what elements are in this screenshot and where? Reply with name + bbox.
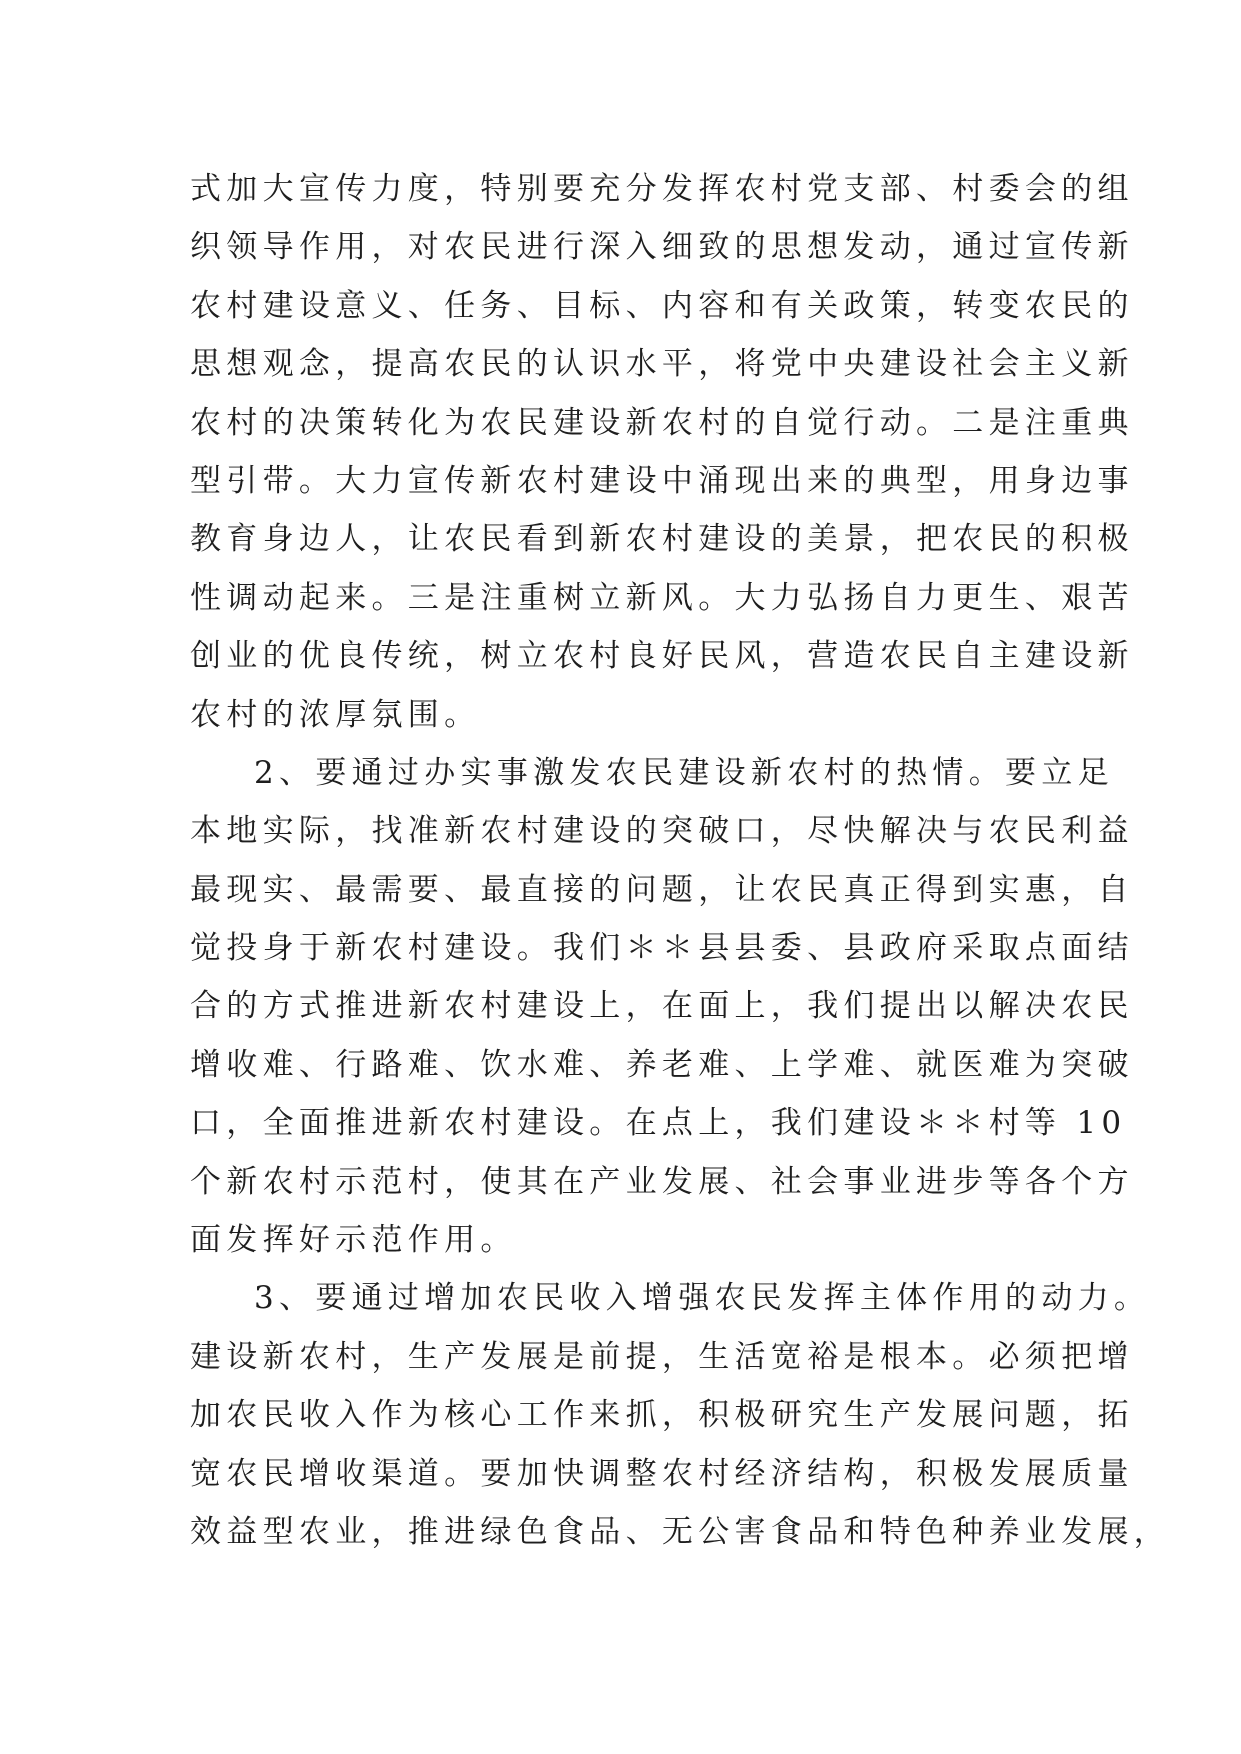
text-line: 型引带。大力宣传新农村建设中涌现出来的典型，用身边事 <box>190 462 1134 499</box>
text-line: 加农民收入作为核心工作来抓，积极研究生产发展问题，拓 <box>190 1397 1134 1434</box>
text-line: 个新农村示范村，使其在产业发展、社会事业进步等各个方 <box>190 1163 1134 1200</box>
text-line: 教育身边人，让农民看到新农村建设的美景，把农民的积极 <box>190 521 1134 558</box>
text-line: 农村的浓厚氛围。 <box>190 696 481 733</box>
text-line: 创业的优良传统，树立农村良好民风，营造农民自主建设新 <box>190 638 1134 675</box>
text-line: 效益型农业，推进绿色食品、无公害食品和特色种养业发展， <box>190 1513 1171 1550</box>
text-line: 织领导作用，对农民进行深入细致的思想发动，通过宣传新 <box>190 229 1134 266</box>
paragraph-2-first-line: 2、要通过办实事激发农民建设新农村的热情。要立足 <box>254 754 1114 791</box>
text-line: 合的方式推进新农村建设上，在面上，我们提出以解决农民 <box>190 988 1134 1025</box>
text-line: 面发挥好示范作用。 <box>190 1222 517 1259</box>
text-line: 建设新农村，生产发展是前提，生活宽裕是根本。必须把增 <box>190 1338 1134 1375</box>
text-line: 思想观念，提高农民的认识水平，将党中央建设社会主义新 <box>190 346 1134 383</box>
text-line: 农村建设意义、任务、目标、内容和有关政策，转变农民的 <box>190 287 1134 324</box>
text-line: 式加大宣传力度，特别要充分发挥农村党支部、村委会的组 <box>190 171 1134 207</box>
text-line: 最现实、最需要、最直接的问题，让农民真正得到实惠，自 <box>190 871 1134 908</box>
text-line: 农村的决策转化为农民建设新农村的自觉行动。二是注重典 <box>190 404 1134 441</box>
text-line: 觉投身于新农村建设。我们＊＊县县委、县政府采取点面结 <box>190 930 1134 967</box>
text-line: 性调动起来。三是注重树立新风。大力弘扬自力更生、艰苦 <box>190 579 1134 616</box>
body-text <box>190 160 1171 1561</box>
paragraph-3-first-line: 3、要通过增加农民收入增强农民发挥主体作用的动力。 <box>254 1280 1151 1317</box>
text-line: 增收难、行路难、饮水难、养老难、上学难、就医难为突破 <box>190 1046 1134 1083</box>
text-line: 口，全面推进新农村建设。在点上，我们建设＊＊村等 10 <box>190 1105 1127 1142</box>
text-line: 宽农民增收渠道。要加快调整农村经济结构，积极发展质量 <box>190 1455 1134 1492</box>
text-line: 本地实际，找准新农村建设的突破口，尽快解决与农民利益 <box>190 813 1134 850</box>
